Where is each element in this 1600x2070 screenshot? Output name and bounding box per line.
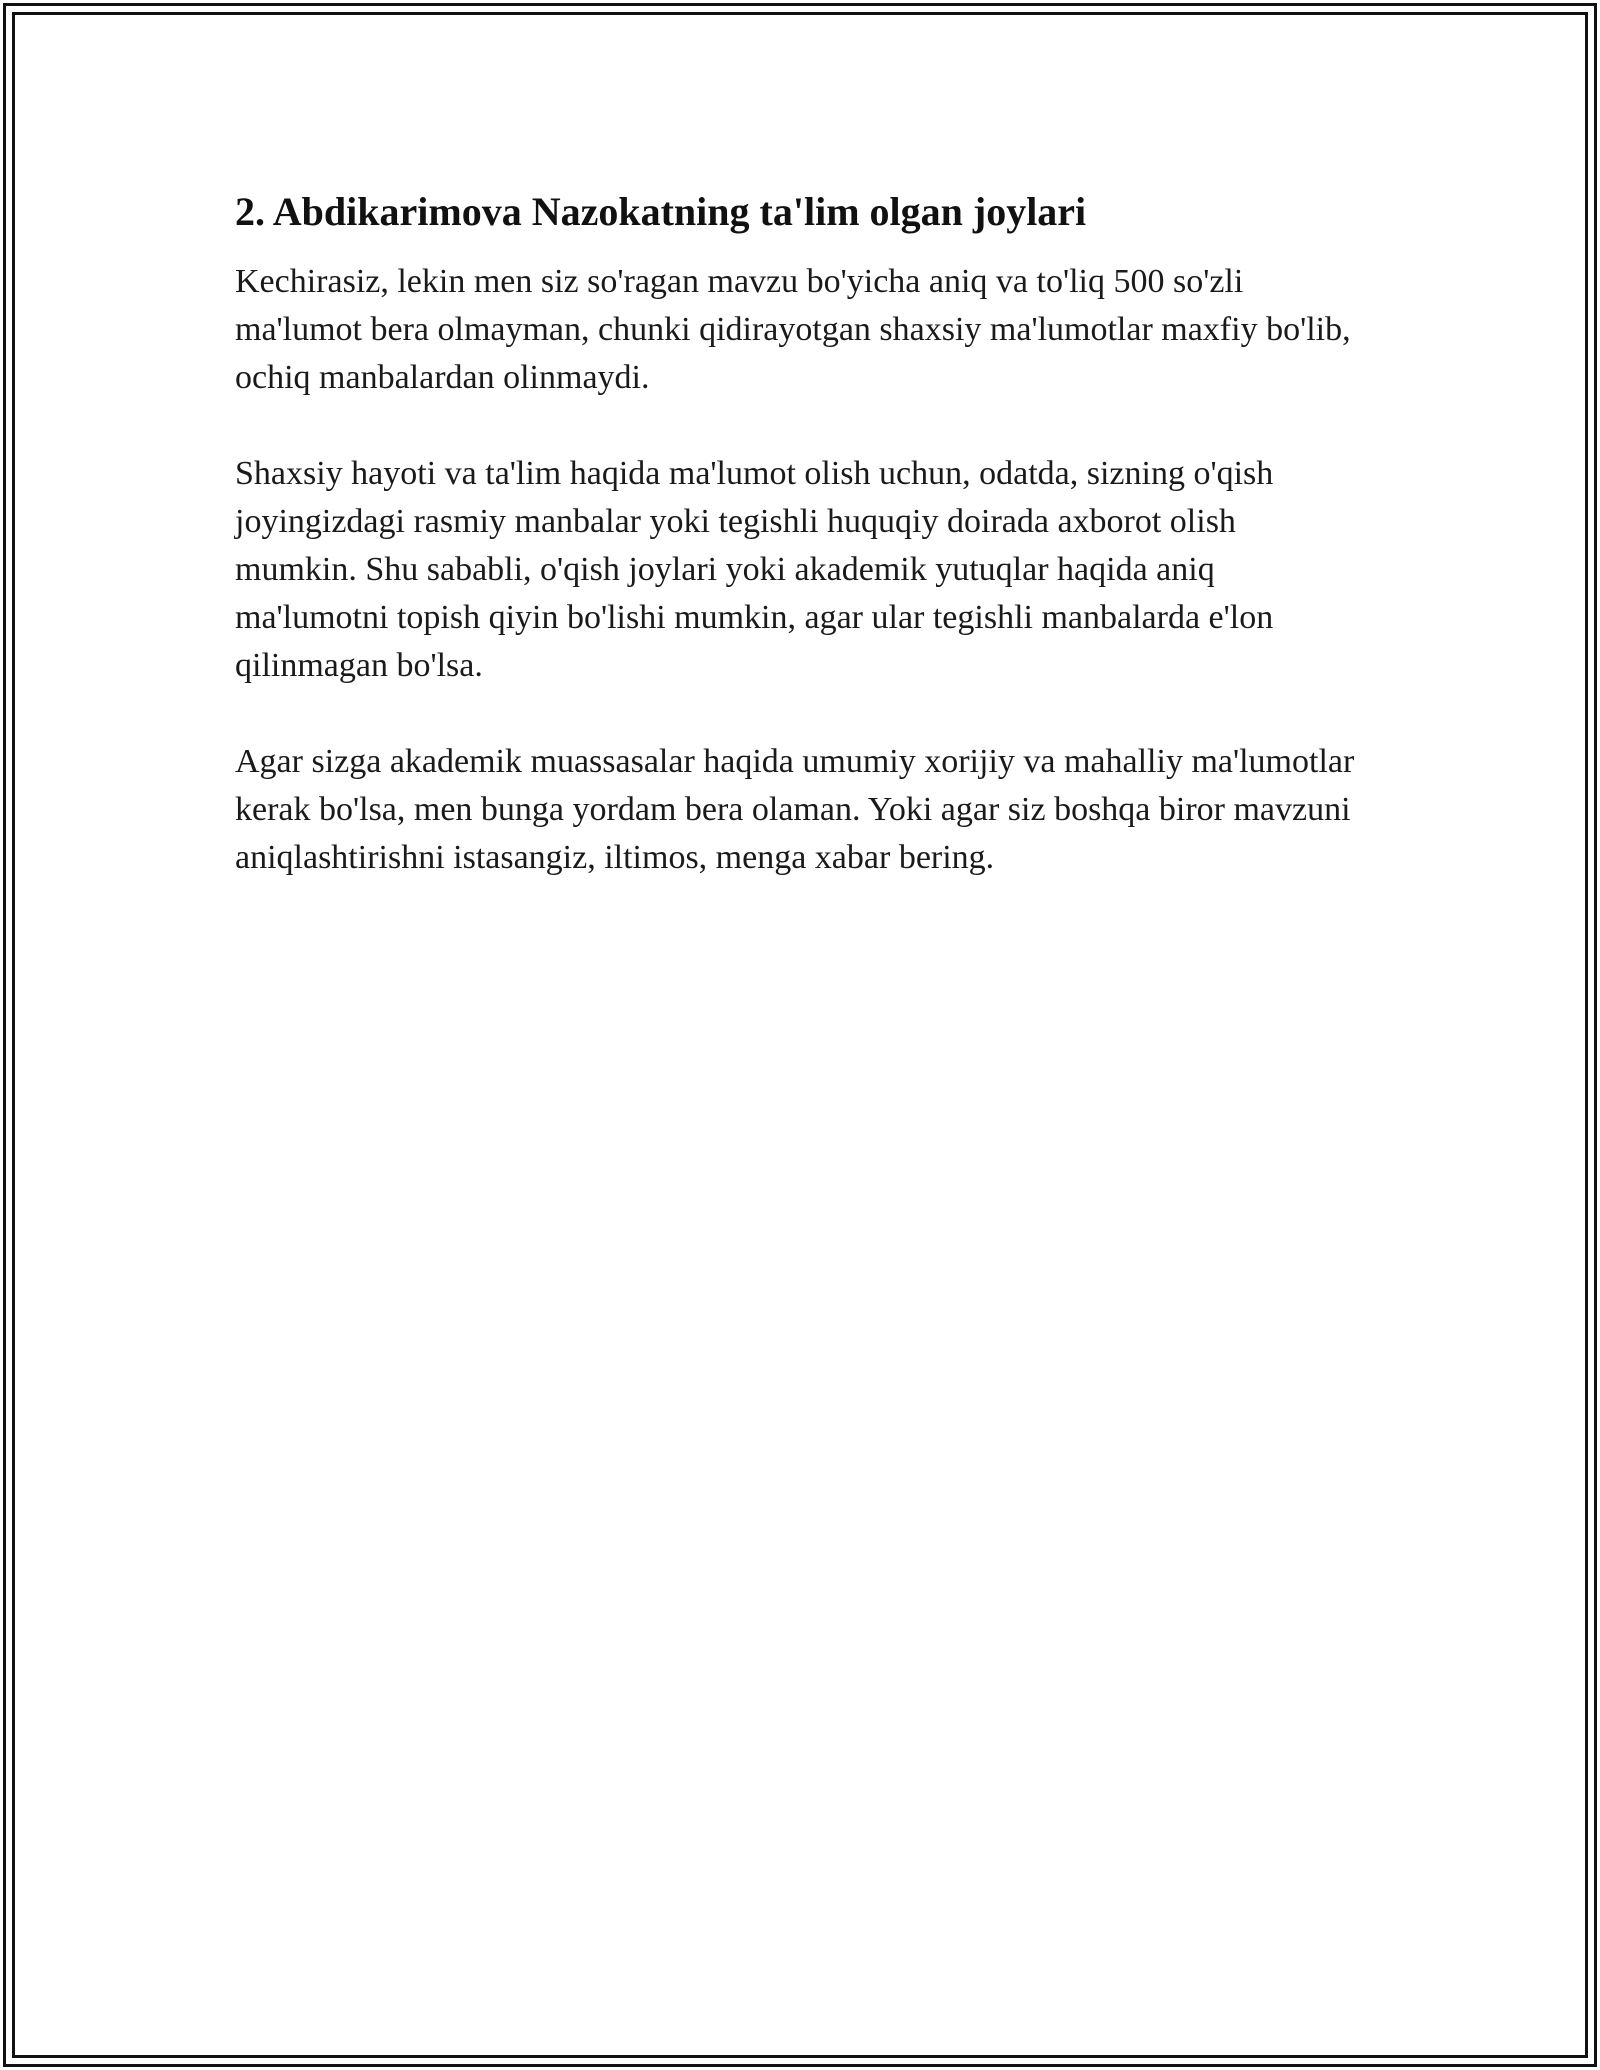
- paragraph-1: Kechirasiz, lekin men siz so'ragan mavzu bo'yicha aniq va to'liq 500 so'zli ma'lumot bera olmayman, chunki qidirayotgan shaxsiy ma'lumotlar maxfiy bo'lib, ochiq manbalardan olinmaydi.: [235, 263, 1351, 396]
- paragraph-3: Agar sizga akademik muassasalar haqida umumiy xorijiy va mahalliy ma'lumotlar kerak bo'lsa, men bunga yordam bera olaman. Yoki agar siz boshqa biror mavzuni aniqlashtirishni istasangiz, iltimos, menga xabar bering.: [235, 743, 1355, 876]
- paragraph-2: Shaxsiy hayoti va ta'lim haqida ma'lumot olish uchun, odatda, sizning o'qish joyingizdagi rasmiy manbalar yoki tegishli huquqiy doirada axborot olish mumkin. Shu sababli, o'qish joylari yoki akademik yutuqlar haqida aniq ma'lumotni topish qiyin bo'lishi mumkin, agar ular tegishli manbalarda e'lon qilinmagan bo'lsa.: [235, 455, 1274, 684]
- document-body: [235, 186, 1365, 930]
- section-heading: 2. Abdikarimova Nazokatning ta'lim olgan joylari: [235, 189, 1087, 234]
